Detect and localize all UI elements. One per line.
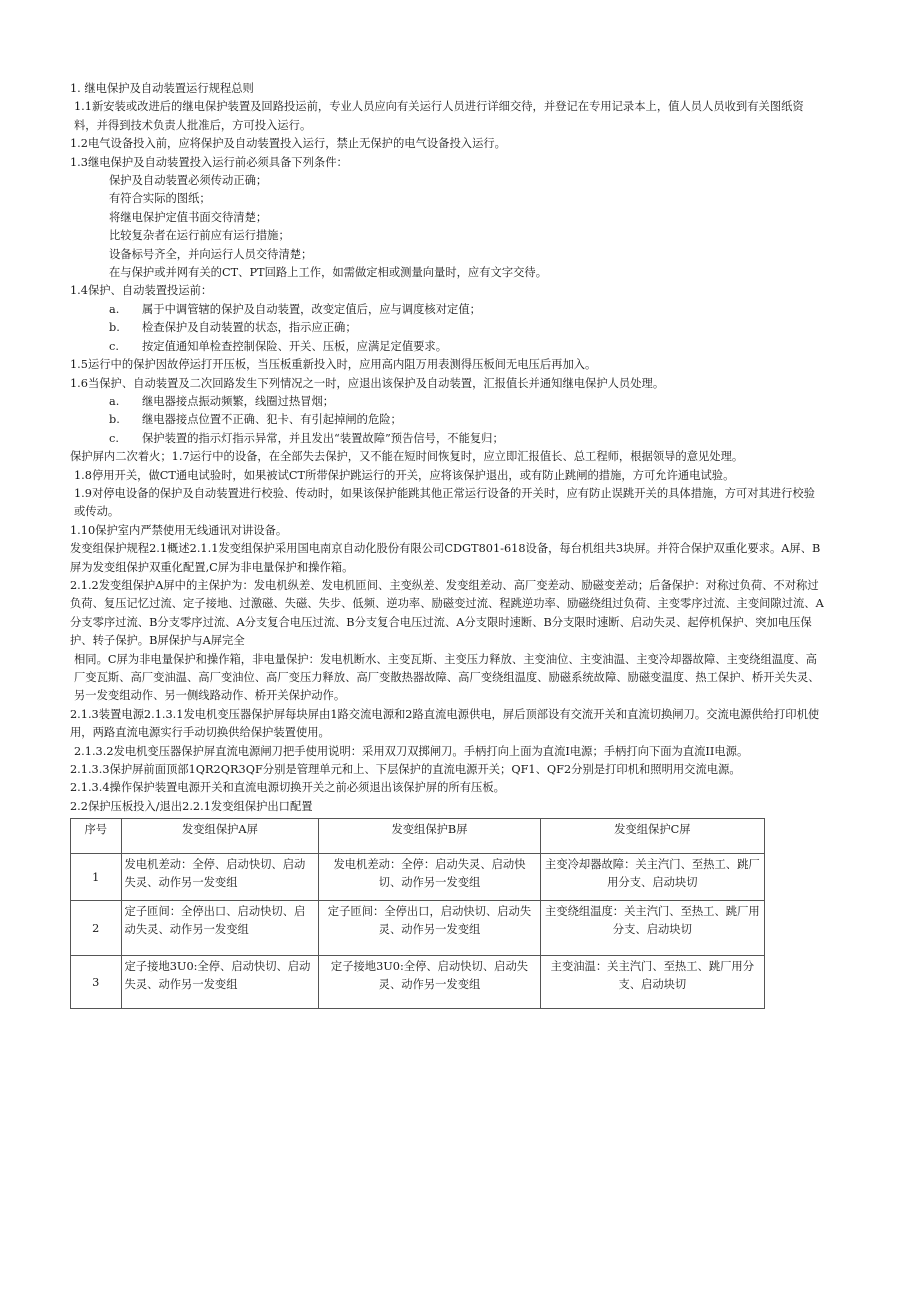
list-item: 有符合实际的图纸； bbox=[109, 192, 211, 206]
list-item bbox=[70, 319, 824, 337]
table-cell-seq: 1 bbox=[71, 854, 122, 901]
table-cell: 定子匝间：全停出口，启动快切、启动失灵、动作另一发变组 bbox=[319, 901, 540, 956]
list-marker: c. bbox=[109, 339, 119, 353]
para-1-5: 1.5运行中的保护因故停运打开压板，当压板重新投入时，应用高内阻万用表测得压板间无电压后再加入。 bbox=[70, 358, 597, 372]
para-2-1-2-cont: 相同。C屏为非电量保护和操作箱，非电量保护：发电机断水、主变瓦斯、主变压力释放、主变油位、主变油温、主变冷却器故障、主变绕组温度、高厂变瓦斯、高厂变油温、高厂变油位、高厂变压力释放、高厂变散热器故障、高厂变绕组温度、励磁系统故障、励磁变温度、热工保护、桥开关失灵、另一发变组动作、另一侧线路动作、桥开关保护动作。 bbox=[74, 652, 820, 703]
para-1-6: 1.6当保护、自动装置及二次回路发生下列情况之一时，应退出该保护及自动装置，汇报值长并通知继电保护人员处理。 bbox=[70, 376, 665, 390]
table-row bbox=[71, 854, 765, 901]
list-text: 检查保护及自动装置的状态，指示应正确； bbox=[142, 321, 357, 335]
header-screen-b: 发变组保护B屏 bbox=[319, 819, 540, 854]
list-text: 继电器接点振动频繁，线圈过热冒烟； bbox=[142, 394, 335, 408]
section-title: 1. 继电保护及自动装置运行规程总则 bbox=[70, 82, 254, 95]
para-2-1-3-3: 2.1.3.3保护屏前面顶部1QR2QR3QF分别是管理单元和上、下层保护的直流电源开关；QF1、QF2分别是打印机和照明用交流电源。 bbox=[70, 763, 741, 777]
table-row bbox=[71, 956, 765, 1009]
para-2-1-3-2: 2.1.3.2发电机变压器保护屏直流电源闸刀把手使用说明：采用双刀双掷闸刀。手柄打向上面为直流I电源；手柄打向下面为直流II电源。 bbox=[74, 744, 749, 758]
para-2-1-3-4: 2.1.3.4操作保护装置电源开关和直流电源切换开关之前必须退出该保护屏的所有压板。 bbox=[70, 781, 505, 795]
list-marker: b. bbox=[109, 321, 120, 335]
list-item bbox=[70, 411, 824, 429]
list-marker: b. bbox=[109, 413, 120, 427]
list-item bbox=[70, 338, 824, 356]
table-cell: 主变油温：关主汽门、至热工、跳厂用分支、启动块切 bbox=[540, 956, 764, 1009]
para-2-1: 发变组保护规程2.1概述2.1.1发变组保护采用国电南京自动化股份有限公司CDGT801-618设备，每台机组共3块屏。并符合保护双重化要求。A屏、B屏为发变组保护双重化配置,C屏为非电量保护和操作箱。 bbox=[70, 542, 821, 574]
list-text: 属于中调管辖的保护及自动装置，改变定值后，应与调度核对定值； bbox=[142, 302, 481, 316]
table-header-row bbox=[71, 819, 765, 854]
header-seq: 序号 bbox=[71, 819, 122, 854]
list-text: 继电器接点位置不正确、犯卡、有引起掉闸的危险； bbox=[142, 413, 402, 427]
para-2-2: 2.2保护压板投入/退出2.2.1发变组保护出口配置 bbox=[70, 799, 313, 813]
table-cell: 发电机差动：全停、启动快切、启动失灵、动作另一发变组 bbox=[121, 854, 319, 901]
table-cell-seq: 2 bbox=[71, 901, 122, 956]
para-1-1: 1.1新安装或改进后的继电保护装置及回路投运前，专业人员应向有关运行人员进行详细交待，并登记在专用记录本上，值人员人员收到有关图纸资料，并得到技术负责人批准后，方可投入运行。 bbox=[74, 100, 804, 132]
list-marker: c. bbox=[109, 431, 119, 445]
para-1-2: 1.2电气设备投入前，应将保护及自动装置投入运行，禁止无保护的电气设备投入运行。 bbox=[70, 137, 506, 151]
para-2-1-3: 2.1.3装置电源2.1.3.1发电机变压器保护屏每块屏由1路交流电源和2路直流电源供电，屏后顶部设有交流开关和直流切换闸刀。交流电源供给打印机使用，两路直流电源实行手动切换供给保护装置使用。 bbox=[70, 707, 820, 740]
para-1-8: 1.8停用开关，做CT通电试验时，如果被试CT所带保护跳运行的开关，应将该保护退出，或有防止跳闸的措施，方可允许通电试验。 bbox=[74, 468, 735, 482]
table-cell: 主变绕组温度：关主汽门、至热工、跳厂用分支、启动块切 bbox=[540, 901, 764, 956]
table-cell: 定子匝间：全停出口、启动快切、启动失灵、动作另一发变组 bbox=[121, 901, 319, 956]
table-cell-seq: 3 bbox=[71, 956, 122, 1009]
table-cell: 主变冷却器故障：关主汽门、至热工、跳厂用分支、启动块切 bbox=[540, 854, 764, 901]
list-item bbox=[70, 393, 824, 411]
list-item: 比较复杂者在运行前应有运行措施； bbox=[109, 229, 290, 243]
header-screen-c: 发变组保护C屏 bbox=[540, 819, 764, 854]
header-screen-a: 发变组保护A屏 bbox=[121, 819, 319, 854]
para-1-10: 1.10保护室内严禁使用无线通讯对讲设备。 bbox=[70, 523, 288, 537]
para-2-1-2: 2.1.2发变组保护A屏中的主保护为：发电机纵差、发电机匝间、主变纵差、发变组差动、高厂变差动、励磁变差动；后备保护：对称过负荷、不对称过负荷、复压记忆过流、定子接地、过激磁、失磁、失步、低频、逆功率、励磁变过流、程跳逆功率、励磁绕组过负荷、主变零序过流、主变间隙过流、A分支零序过流、B分支零序过流、A分支复合电压过流、B分支复合电压过流、A分支限时速断、B分支限时速断、启动失灵、起停机保护、突加电压保护、转子保护。B屏保护与A屏完全 bbox=[70, 578, 824, 648]
list-item: 保护及自动装置必须传动正确； bbox=[109, 174, 268, 188]
table-row bbox=[71, 901, 765, 956]
list-item: 将继电保护定值书面交待清楚； bbox=[109, 210, 268, 224]
list-text: 保护装置的指示灯指示异常，并且发出“装置故障”预告信号，不能复归； bbox=[142, 431, 504, 445]
para-1-7: 保护屏内二次着火；1.7运行中的设备，在全部失去保护，又不能在短时间恢复时，应立即汇报值长、总工程师，根据领导的意见处理。 bbox=[70, 450, 744, 464]
para-1-3: 1.3继电保护及自动装置投入运行前必须具备下列条件： bbox=[70, 155, 348, 169]
protection-output-table bbox=[70, 818, 765, 1009]
table-cell: 定子接地3U0:全停、启动快切、启动失灵、动作另一发变组 bbox=[121, 956, 319, 1009]
list-item bbox=[70, 430, 824, 448]
list-marker: a. bbox=[109, 302, 120, 316]
para-1-9: 1.9对停电设备的保护及自动装置进行校验、传动时，如果该保护能跳其他正常运行设备的开关时，应有防止误跳开关的具体措施，方可对其进行校验或传动。 bbox=[74, 486, 815, 519]
list-text: 按定值通知单检查控制保险、开关、压板，应满足定值要求。 bbox=[142, 339, 448, 353]
table-cell: 定子接地3U0:全停、启动快切、启动失灵、动作另一发变组 bbox=[319, 956, 540, 1009]
list-marker: a. bbox=[109, 394, 120, 408]
list-item: 设备标号齐全，并向运行人员交待清楚； bbox=[109, 247, 313, 261]
list-item: 在与保护或并网有关的CT、PT回路上工作，如需做定相或测量向量时，应有文字交待。 bbox=[109, 266, 548, 280]
table-cell: 发电机差动：全停：启动失灵、启动快切、动作另一发变组 bbox=[319, 854, 540, 901]
list-item bbox=[70, 301, 824, 319]
para-1-4: 1.4保护、自动装置投运前： bbox=[70, 284, 213, 298]
